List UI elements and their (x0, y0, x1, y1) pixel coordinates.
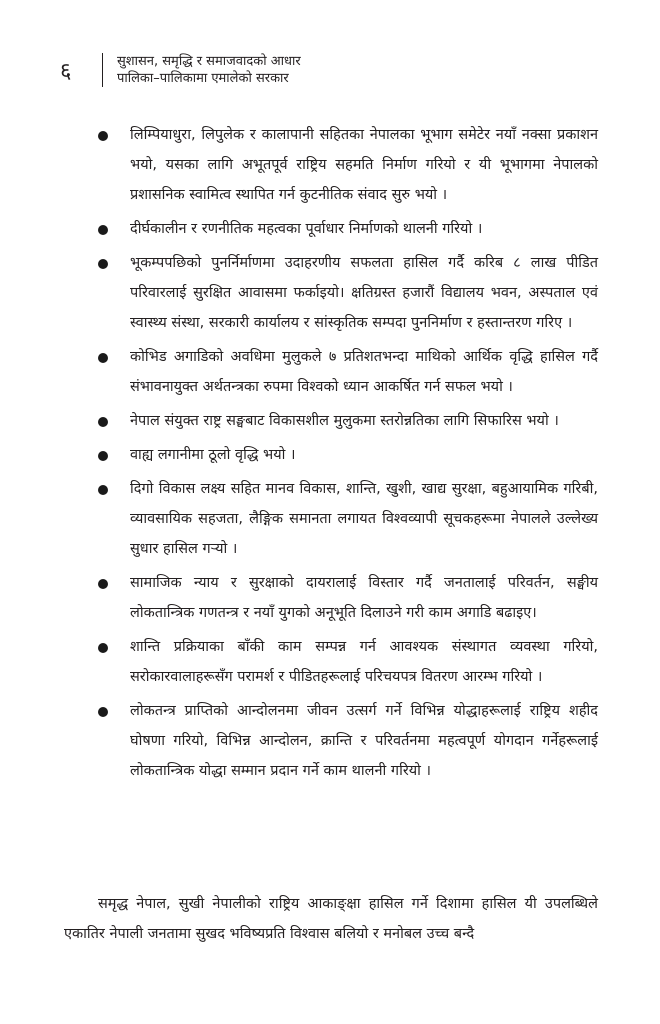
bullet-icon (98, 259, 108, 269)
list-item (98, 248, 598, 338)
bullet-icon (98, 579, 108, 589)
body-paragraph: समृद्ध नेपाल, सुखी नेपालीको राष्ट्रिय आकाङ्क्षा हासिल गर्ने दिशामा हासिल यी उपलब्धिले एकातिर नेपाली जनतामा सुखद भविष्यप्रति विश्वास बलियो र मनोबल उच्च बन्दै (64, 895, 598, 942)
list-item-text: लोकतन्त्र प्राप्तिको आन्दोलनमा जीवन उत्सर्ग गर्ने विभिन्न योद्धाहरूलाई राष्ट्रिय शहीद घोषणा गरियो, विभिन्न आन्दोलन, क्रान्ति र परिवर्तनमा महत्वपूर्ण योगदान गर्नेहरूलाई लोकतान्त्रिक योद्धा सम्मान प्रदान गर्ने काम थालनी गरियो । (130, 703, 598, 779)
list-item (98, 406, 598, 436)
list-item-text: दीर्घकालीन र रणनीतिक महत्वका पूर्वाधार निर्माणको थालनी गरियो । (130, 221, 483, 237)
bullet-icon (98, 131, 108, 141)
list-item-text: सामाजिक न्याय र सुरक्षाको दायरालाई विस्तार गर्दै जनतालाई परिवर्तन, सङ्घीय लोकतान्त्रिक गणतन्त्र र नयाँ युगको अनूभूति दिलाउने गरी काम अगाडि बढाइए। (130, 575, 598, 621)
list-item (98, 342, 598, 402)
list-item (98, 214, 598, 244)
bullet-icon (98, 417, 108, 427)
list-item-text: नेपाल संयुक्त राष्ट्र सङ्घबाट विकासशील मुलुकमा स्तरोन्नतिका लागि सिफारिस भयो । (130, 413, 559, 429)
list-item (98, 474, 598, 564)
bullet-icon (98, 485, 108, 495)
book-title-line2: पालिका–पालिकामा एमालेको सरकार (117, 71, 289, 86)
list-item-text: वाह्य लगानीमा ठूलो वृद्धि भयो । (130, 447, 296, 463)
list-item (98, 568, 598, 628)
bullet-icon (98, 707, 108, 717)
page-number: ६ (60, 59, 72, 84)
bullet-icon (98, 643, 108, 653)
list-item (98, 696, 598, 786)
list-item (98, 120, 598, 210)
bullet-icon (98, 451, 108, 461)
list-item-text: शान्ति प्रक्रियाका बाँकी काम सम्पन्न गर्न आवश्यक संस्थागत व्यवस्था गरियो, सरोकारवालाहरूसँग परामर्श र पीडितहरूलाई परिचयपत्र वितरण आरम्भ गरियो । (130, 639, 598, 685)
achievements-list (98, 120, 598, 790)
bullet-icon (98, 225, 108, 235)
list-item-text: लिम्पियाधुरा, लिपुलेक र कालापानी सहितका नेपालका भूभाग समेटेर नयाँ नक्सा प्रकाशन भयो, यसका लागि अभूतपूर्व राष्ट्रिय सहमति निर्माण गरियो र यी भूभागमा नेपालको प्रशासनिक स्वामित्व स्थापित गर्न कुटनीतिक संवाद सुरु भयो । (130, 127, 598, 203)
book-title-line1: सुशासन, समृद्धि र समाजवादको आधार (117, 54, 301, 69)
list-item-text: कोभिड अगाडिको अवधिमा मुलुकले ७ प्रतिशतभन्दा माथिको आर्थिक वृद्धि हासिल गर्दै संभावनायुक्त अर्थतन्त्रका रुपमा विश्वको ध्यान आकर्षित गर्न सफल भयो । (130, 349, 598, 395)
list-item-text: दिगो विकास लक्ष्य सहित मानव विकास, शान्ति, खुशी, खाद्य सुरक्षा, बहुआयामिक गरिबी, व्यावसायिक सहजता, लैङ्गिक समानता लगायत विश्वव्यापी सूचकहरूमा नेपालले उल्लेख्य सुधार हासिल गऱ्यो । (130, 481, 598, 557)
bullet-icon (98, 353, 108, 363)
list-item (98, 632, 598, 692)
header-titles (117, 53, 301, 87)
header-divider (102, 53, 103, 87)
list-item-text: भूकम्पपछिको पुनर्निर्माणमा उदाहरणीय सफलता हासिल गर्दै करिब ८ लाख पीडित परिवारलाई सुरक्षित आवासमा फर्काइयो। क्षतिग्रस्त हजारौं विद्यालय भवन, अस्पताल एवं स्वास्थ्य संस्था, सरकारी कार्यालय र सांस्कृतिक सम्पदा पुननिर्माण र हस्तान्तरण गरिए । (130, 255, 598, 331)
running-header (60, 50, 301, 90)
list-item (98, 440, 598, 470)
